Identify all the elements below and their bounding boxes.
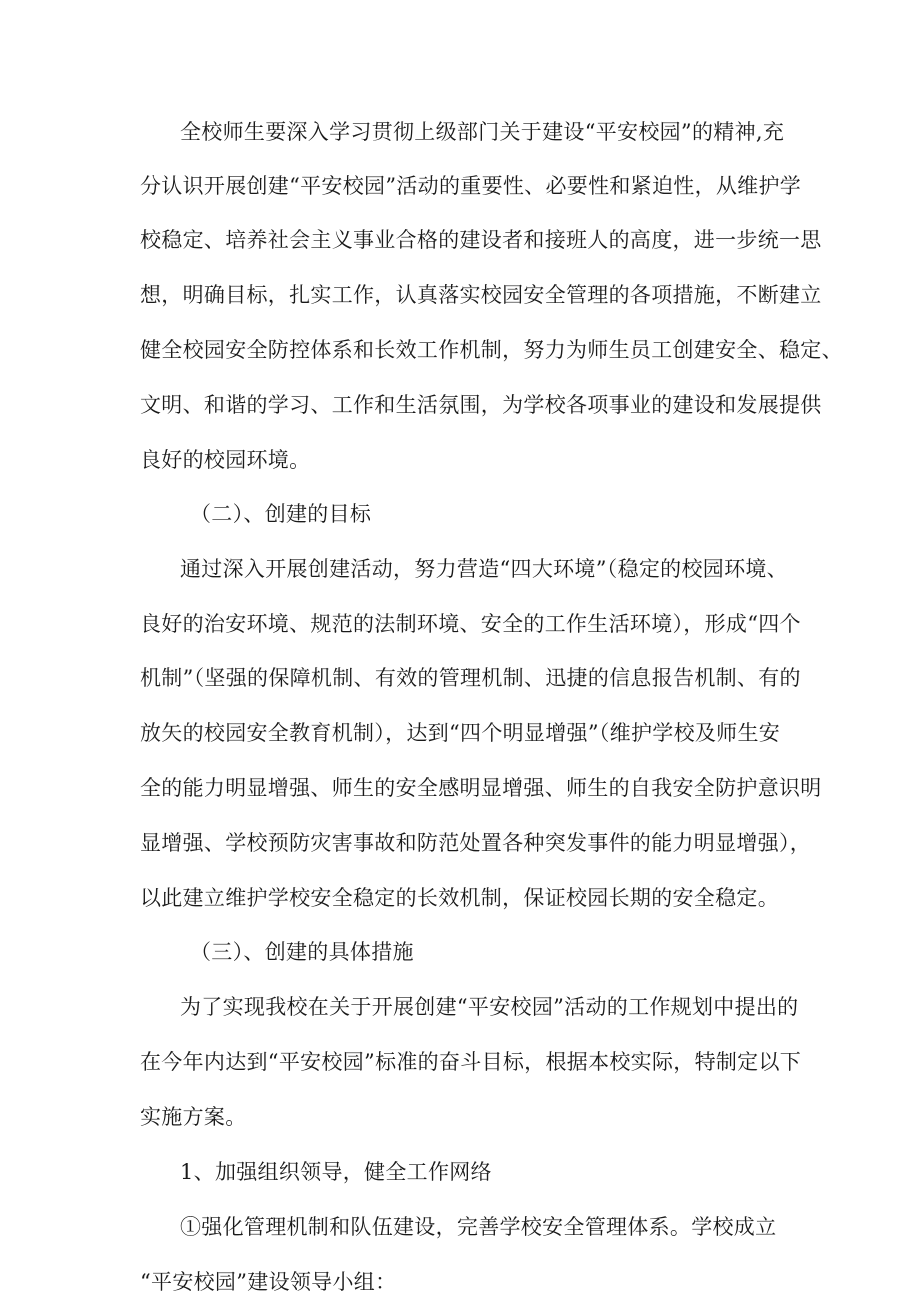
paragraph-1-line: 良好的校园环境。	[140, 448, 311, 472]
list-item-1-sub-line: “平安校园”建设领导小组：	[140, 1270, 397, 1294]
paragraph-1-line: 全校师生要深入学习贯彻上级部门关于建设“平安校园”的精神,充	[180, 120, 785, 144]
paragraph-1-line: 健全校园安全防控体系和长效工作机制，努力为师生员工创建安全、稳定、	[140, 338, 843, 362]
paragraph-2-line: 机制”（坚强的保障机制、有效的管理机制、迅捷的信息报告机制、有的	[140, 666, 801, 690]
paragraph-1-line: 想，明确目标，扎实工作，认真落实校园安全管理的各项措施，不断建立	[140, 283, 822, 307]
paragraph-3-line: 实施方案。	[140, 1105, 247, 1129]
paragraph-2-line: 以此建立维护学校安全稳定的长效机制，保证校园长期的安全稳定。	[140, 886, 779, 910]
paragraph-3-line: 为了实现我校在关于开展创建“平安校园”活动的工作规划中提出的	[180, 995, 799, 1019]
section-heading-3: （三）、创建的具体措施	[190, 940, 414, 964]
paragraph-2-line: 通过深入开展创建活动，努力营造“四大环境”（稳定的校园环境、	[180, 557, 788, 581]
section-heading-2: （二）、创建的目标	[190, 502, 372, 526]
paragraph-2-line: 放矢的校园安全教育机制），达到“四个明显增强”（维护学校及师生安	[140, 721, 781, 745]
paragraph-2-line: 良好的治安环境、规范的法制环境、安全的工作生活环境），形成“四个	[140, 612, 801, 636]
paragraph-2-line: 显增强、学校预防灾害事故和防范处置各种突发事件的能力明显增强），	[140, 831, 812, 855]
paragraph-2-line: 全的能力明显增强、师生的安全感明显增强、师生的自我安全防护意识明	[140, 776, 822, 800]
paragraph-3-line: 在今年内达到“平安校园”标准的奋斗目标，根据本校实际，特制定以下	[140, 1050, 802, 1074]
list-item-1-heading: 1、加强组织领导，健全工作网络	[180, 1160, 492, 1184]
paragraph-1-line: 文明、和谐的学习、工作和生活氛围，为学校各项事业的建设和发展提供	[140, 393, 822, 417]
list-item-1-sub-line: ①强化管理机制和队伍建设，完善学校安全管理体系。学校成立	[180, 1215, 777, 1239]
paragraph-1-line: 校稳定、培养社会主义事业合格的建设者和接班人的高度，进一步统一思	[140, 228, 822, 252]
paragraph-1-line: 分认识开展创建“平安校园”活动的重要性、必要性和紧迫性，从维护学	[140, 174, 802, 198]
